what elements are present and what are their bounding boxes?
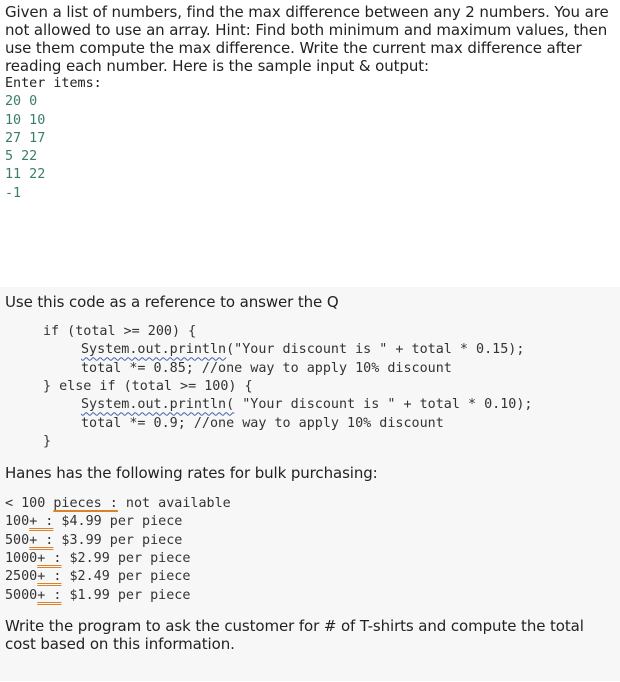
code-line: total *= 0.9; //one way to apply 10% discount (81, 415, 444, 431)
sample-input-line: 5 22 (5, 149, 38, 165)
spellcheck-underline: + : (37, 587, 62, 603)
code-line: } (43, 433, 52, 449)
code-line (5, 341, 614, 359)
spellcheck-underline: pieces : (53, 496, 118, 512)
spellcheck-underline: + : (37, 569, 62, 585)
rates-heading: Hanes has the following rates for bulk purchasing: (5, 464, 378, 483)
reference-card (0, 287, 620, 681)
rate-row: 5000+ : $1.99 per piece (5, 587, 191, 603)
code-line: } else if (total >= 100) { (43, 378, 253, 394)
code-line: total *= 0.85; //one way to apply 10% discount (81, 360, 452, 376)
sample-input-line: 10 10 (5, 112, 46, 128)
rate-row: 2500+ : $2.49 per piece (5, 569, 191, 585)
rate-row: 1000+ : $2.99 per piece (5, 551, 191, 567)
code-line (5, 396, 614, 414)
println-call: System.out.println (81, 342, 227, 358)
rates-list (5, 495, 614, 605)
rate-row: 500+ : $3.99 per piece (5, 532, 183, 548)
sample-input-line: 20 0 (5, 94, 38, 110)
spellcheck-underline: + : (29, 532, 54, 548)
problem-section (0, 0, 620, 287)
println-args: "Your discount is " + total * 0.10); (234, 397, 533, 413)
sample-input-line: 11 22 (5, 167, 46, 183)
println-args: ("Your discount is " + total * 0.15); (226, 342, 525, 358)
code-line: if (total >= 200) { (43, 324, 197, 340)
enter-items-label: Enter items: (5, 76, 102, 91)
code-block (5, 323, 614, 451)
problem-statement: Given a list of numbers, find the max difference between any 2 numbers. You are not allowed to use an array. Hint: Find both minimum and maximum values, then use them compute the max difference. Write the current max difference after reading each number. Here is the sample input & output: (5, 3, 609, 75)
task-statement: Write the program to ask the customer for # of T-shirts and compute the total cost based on this information. (5, 616, 584, 653)
rate-row: < 100 pieces : not available (5, 496, 231, 512)
sample-input-line: -1 (5, 185, 22, 201)
println-call: System.out.println( (81, 397, 235, 413)
blank-space (5, 203, 614, 287)
reference-heading: Use this code as a reference to answer the Q (5, 293, 339, 312)
spellcheck-underline: + : (29, 514, 54, 530)
spellcheck-underline: + : (37, 551, 62, 567)
sample-input-line: 27 17 (5, 130, 46, 146)
rate-row: 100+ : $4.99 per piece (5, 514, 183, 530)
